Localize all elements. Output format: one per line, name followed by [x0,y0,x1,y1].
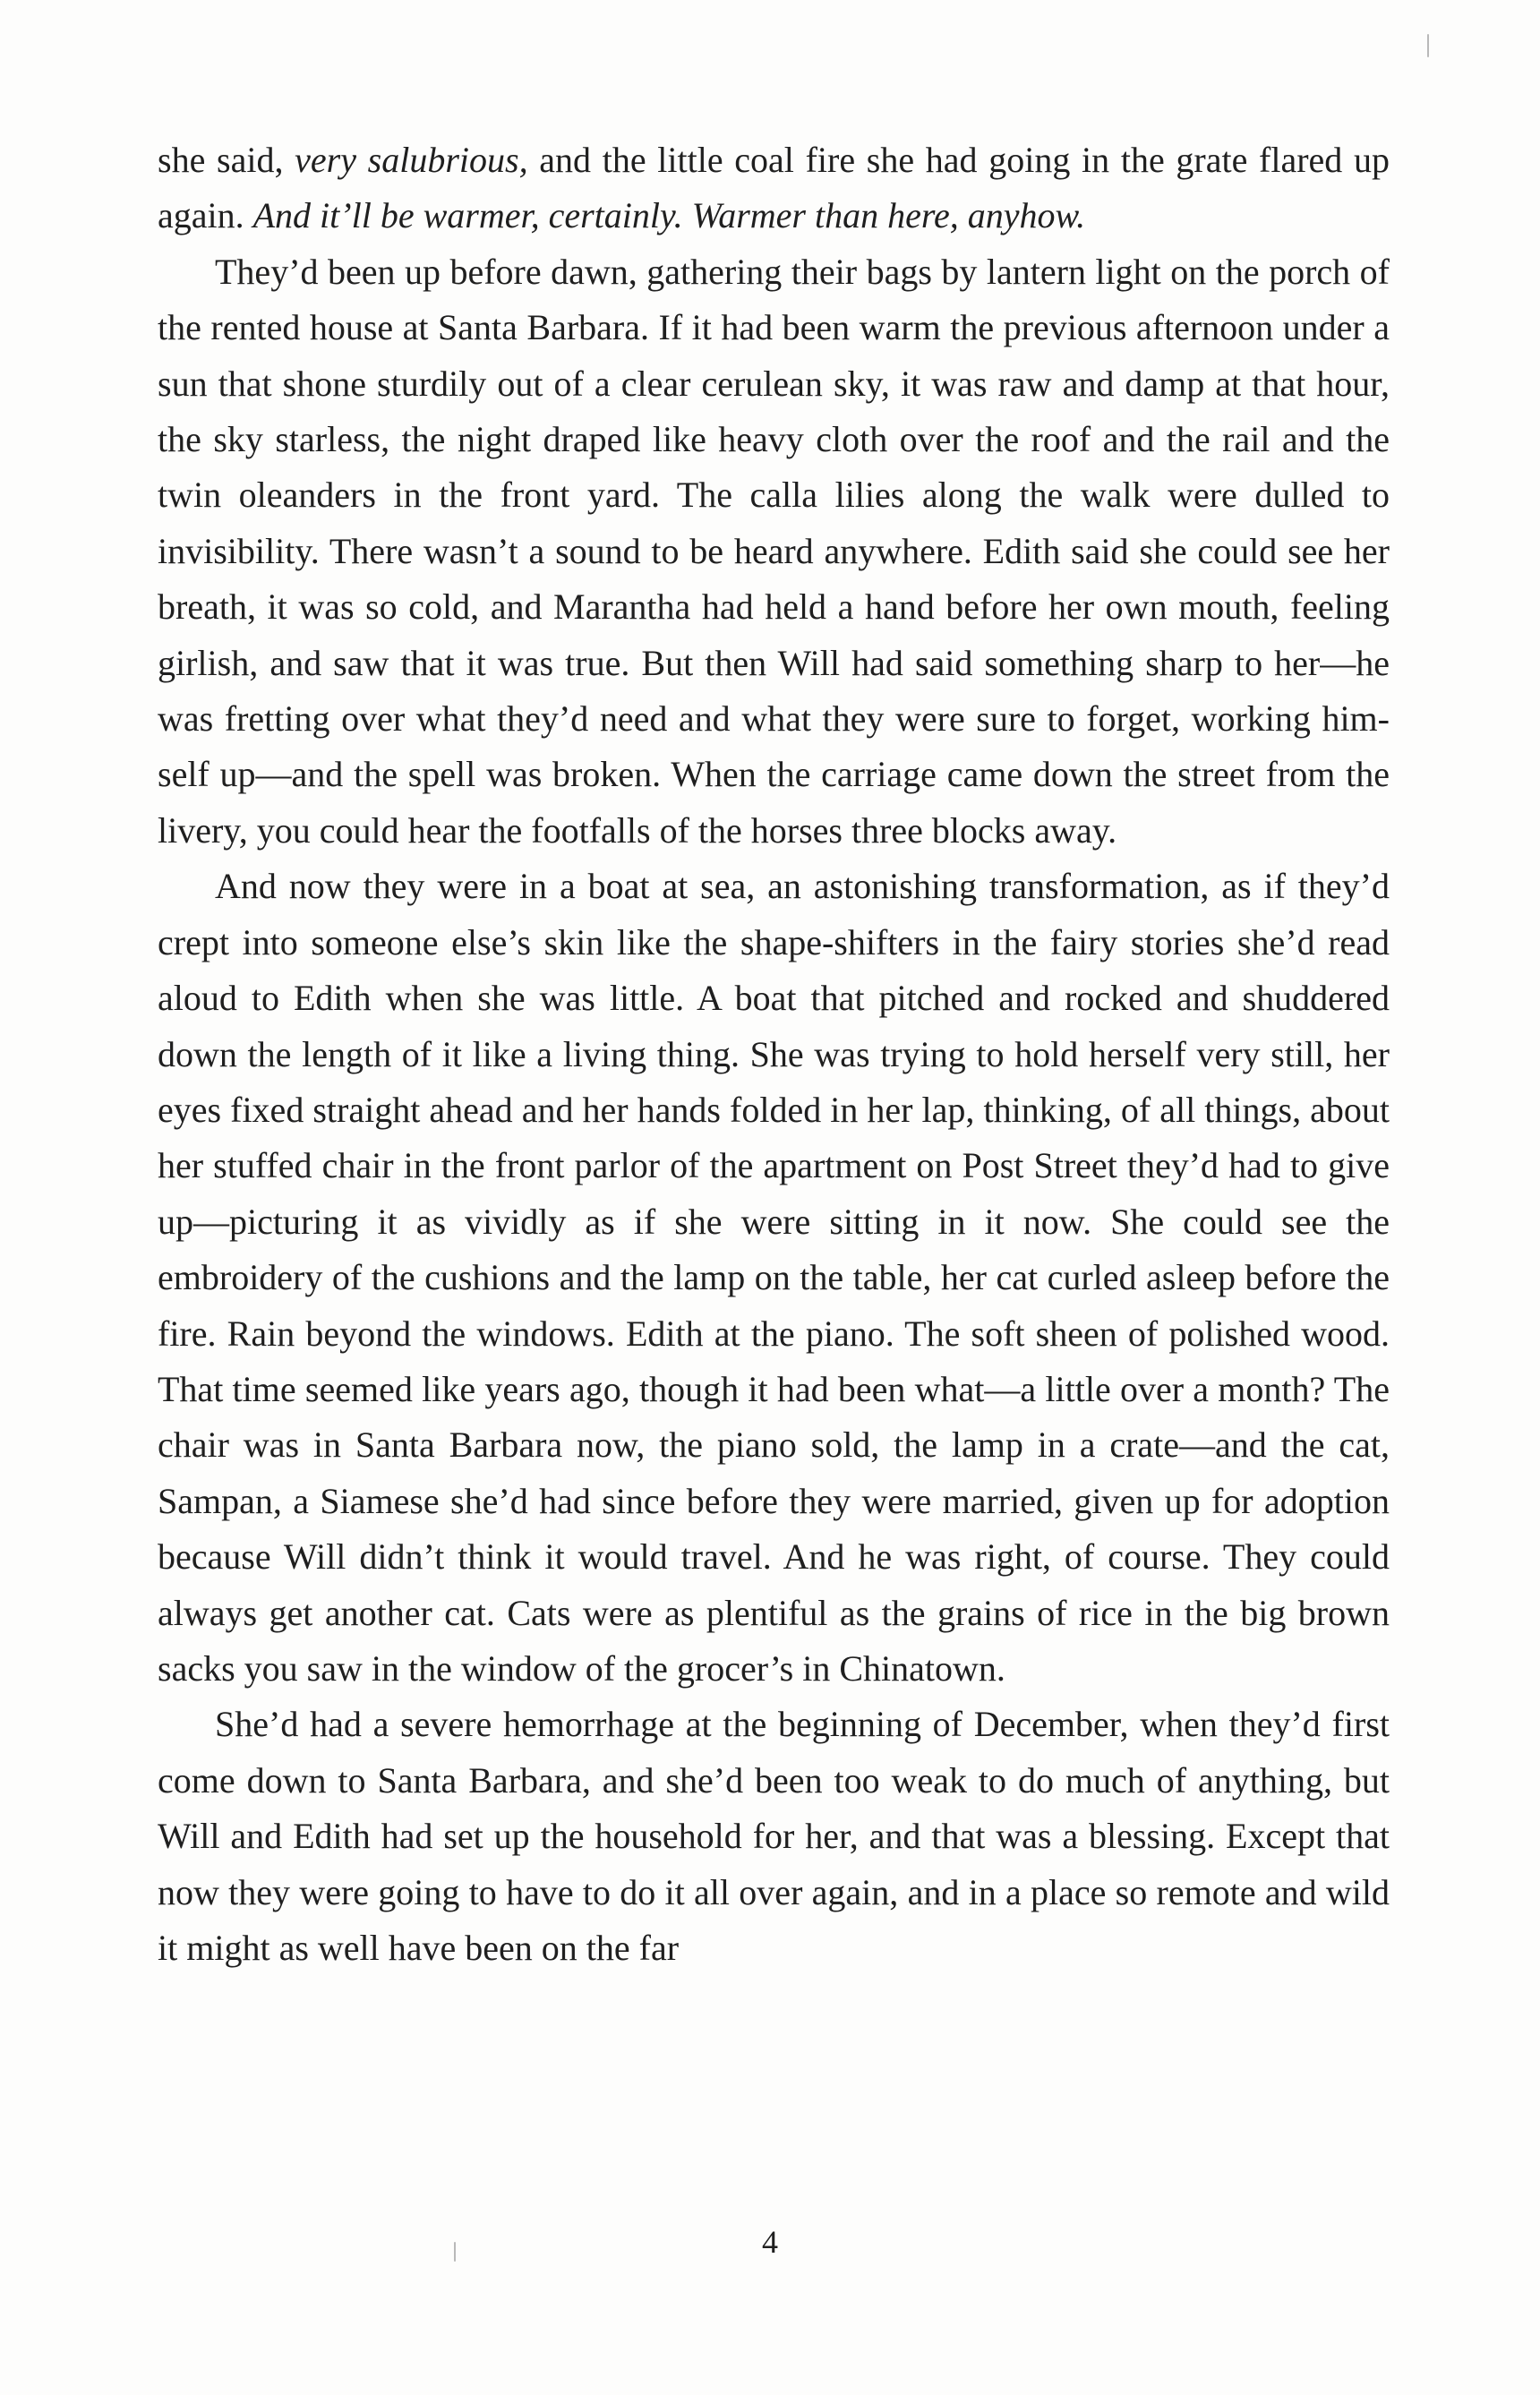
italic-text: very salubrious, [295,140,528,180]
text-run: And now they were in a boat at sea, an astonishing transformation, as if they’d crept into someone else’s skin like the shape-shifters in the fairy stories she’d read aloud to Edith when she was little. A boat that pitched and rocked and shuddered down the length of it like a living thing. She was trying to hold herself very still, her eyes fixed straight ahead and her hands folded in her lap, thinking, of all things, about her stuffed chair in the front parlor of the apartment on Post Street they’d had to give up—picturing it as vividly as if she were sitting in it now. She could see the embroidery of the cushions and the lamp on the table, her cat curled asleep before the fire. Rain beyond the windows. Edith at the piano. The soft sheen of polished wood. That time seemed like years ago, though it had been what—a little over a month? The chair was in Santa Barbara now, the piano sold, the lamp in a crate—and the cat, Sampan, a Siamese she’d had since before they were married, given up for adoption because Will didn’t think it would travel. And he was right, of course. They could always get another cat. Cats were as plentiful as the grains of rice in the big brown sacks you saw in the window of the grocer’s in Chinatown. [158,866,1390,1689]
body-text [158,133,1390,1976]
italic-text: And it’ll be warmer, certainly. Warmer than here, anyhow. [252,195,1086,236]
paragraph [158,244,1390,859]
text-run: she said, [158,140,295,180]
scan-speck [454,2242,456,2262]
scan-speck [1427,34,1429,57]
paragraph [158,859,1390,1697]
text-run: and the little coal fire she had going in the grate flared up again. [158,140,1390,236]
page-number: 4 [762,2224,778,2260]
text-run: They’d been up before dawn, gathering their bags by lantern light on the porch of the rented house at Santa Barbara. If it had been warm the previous afternoon under a sun that shone sturdily out of a clear cerulean sky, it was raw and damp at that hour, the sky starless, the night draped like heavy cloth over the roof and the rail and the twin oleanders in the front yard. The calla lilies along the walk were dulled to invisibility. There wasn’t a sound to be heard anywhere. Edith said she could see her breath, it was so cold, and Marantha had held a hand before her own mouth, feeling girlish, and saw that it was true. But then Will had said something sharp to her—he was fretting over what they’d need and what they were sure to forget, working himself up—and the spell was broken. When the carriage came down the street from the livery, you could hear the footfalls of the horses three blocks away. [158,251,1390,851]
text-run: She’d had a severe hemorrhage at the beginning of December, when they’d first come down to Santa Barbara, and she’d been too weak to do much of anything, but Will and Edith had set up the household for her, and that was a blessing. Except that now they were going to have to do it all over again, and in a place so remote and wild it might as well have been on the far [158,1704,1390,1968]
paragraph [158,1697,1390,1976]
paragraph [158,133,1390,244]
